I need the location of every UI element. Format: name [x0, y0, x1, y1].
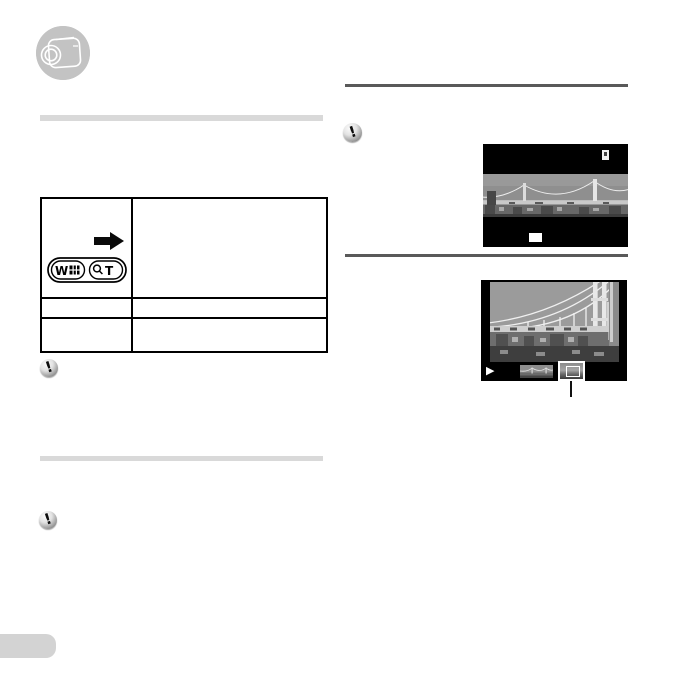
table-column-divider [131, 199, 133, 351]
caution-icon: ! [40, 359, 58, 377]
panorama-thumbnail [520, 365, 553, 378]
left-section-bar-1 [40, 115, 323, 121]
viewport-frame-icon [558, 361, 585, 381]
right-column-top-rule [345, 84, 628, 87]
right-arrow-icon [94, 232, 124, 250]
zoom-rocker-button [47, 257, 127, 283]
camera-screen-panorama-overview [483, 144, 628, 247]
page-number-tab [0, 634, 56, 658]
zoom-wide-label: W [55, 264, 69, 278]
zoom-tele-label: T [105, 264, 114, 278]
scroll-position-box [529, 233, 542, 242]
camera-screen-panorama-zoom [481, 280, 627, 381]
header-camera-badge [36, 26, 90, 80]
caution-icon: ! [343, 123, 362, 142]
controls-table [40, 197, 328, 353]
index-thumbnails-icon [70, 266, 80, 275]
callout-line [570, 381, 572, 397]
left-section-bar-2 [40, 456, 323, 461]
camera-icon [36, 26, 90, 80]
play-icon: ▶ [486, 364, 495, 377]
table-row-divider-1 [42, 297, 326, 299]
card-indicator-icon [602, 150, 609, 160]
zoomed-bridge-photo [490, 282, 619, 362]
caution-icon: ! [39, 511, 57, 529]
right-column-mid-rule [345, 254, 628, 257]
viewport-inner-box [566, 366, 580, 377]
table-row-divider-2 [42, 317, 326, 319]
panorama-photo [483, 174, 628, 217]
